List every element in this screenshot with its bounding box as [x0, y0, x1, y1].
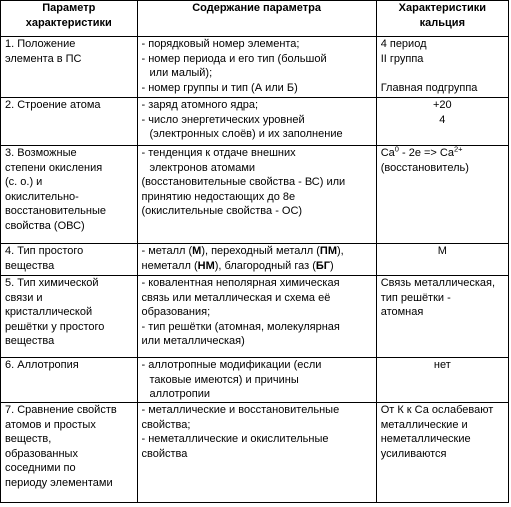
value-cell	[376, 403, 508, 503]
value-cell	[376, 98, 508, 146]
param-line: веществ,	[5, 433, 52, 445]
value-line: +20	[433, 99, 452, 111]
param-line: решётки у простого	[5, 320, 105, 333]
content-cell	[137, 276, 376, 358]
text-run: ), благородный газ (	[214, 259, 316, 272]
param-line: 1. Положение	[5, 38, 76, 50]
content-cell	[137, 358, 376, 403]
content-line: - ковалентная неполярная химическая	[141, 277, 340, 289]
value-line: атомная	[380, 306, 424, 318]
eq-middle: - 2e => Ca	[398, 147, 454, 159]
eq-left-charge: 0	[394, 144, 399, 154]
value-cell	[376, 276, 508, 358]
content-line: - тенденция к отдаче внешних	[141, 147, 296, 159]
param-cell	[1, 98, 138, 146]
content-line: - порядковый номер элемента;	[141, 38, 300, 50]
table-row	[1, 146, 509, 244]
table-row	[1, 37, 509, 98]
abbr-metal: М	[192, 245, 202, 257]
param-cell	[1, 403, 138, 503]
param-line: соседними по	[5, 462, 76, 474]
value-line: Главная подгруппа	[380, 81, 478, 94]
abbr-transition-metal: ПМ	[319, 245, 337, 257]
value-line: 4	[439, 113, 446, 126]
content-line: (окислительные свойства - ОС)	[141, 205, 303, 217]
header-calcium-line: Характеристики	[398, 2, 486, 14]
param-line: периоду элементами	[5, 476, 113, 489]
abbr-noble-gas: БГ	[315, 259, 331, 272]
content-line: (электронных слоёв) и их заполнение	[149, 128, 343, 140]
table-row	[1, 358, 509, 403]
value-line: 4 период	[380, 38, 427, 50]
value-line: Связь металлическая,	[380, 277, 496, 289]
param-line: 3. Возможные	[5, 147, 77, 159]
content-line: - аллотропные модификации (если	[141, 359, 322, 371]
param-cell	[1, 358, 138, 403]
content-line: аллотропии	[149, 388, 210, 400]
content-line: - тип решётки (атомная, молекулярная	[141, 320, 340, 333]
eq-right-charge: 2+	[453, 144, 463, 154]
value-cell	[376, 37, 508, 98]
value-line: II группа	[380, 52, 424, 65]
param-line: 5. Тип химической	[5, 277, 99, 289]
param-line: элемента в ПС	[5, 52, 82, 65]
table-row	[1, 98, 509, 146]
content-line: принятию недостающих до 8е	[141, 190, 296, 203]
param-cell	[1, 37, 138, 98]
value-line: От К к Са ослабевают	[380, 404, 494, 416]
content-line: свойства;	[141, 418, 191, 431]
value-line: М	[437, 245, 447, 257]
content-line: - число энергетических уровней	[141, 113, 305, 126]
param-cell	[1, 244, 138, 276]
header-content	[137, 1, 376, 37]
content-line	[142, 259, 372, 274]
content-line: - заряд атомного ядра;	[141, 99, 259, 111]
content-line: электронов атомами	[149, 161, 256, 174]
value-cell	[376, 358, 508, 403]
param-line: окислительно-	[5, 190, 79, 203]
param-line: 2. Строение атома	[5, 99, 101, 111]
content-cell	[137, 403, 376, 503]
content-line: свойства	[141, 447, 188, 460]
content-line: или малый);	[149, 67, 213, 79]
value-cell	[376, 244, 508, 276]
param-line: восстановительные	[5, 205, 106, 217]
content-line: образования;	[141, 306, 211, 318]
param-line: степени окисления	[5, 161, 103, 174]
param-cell	[1, 146, 138, 244]
eq-left: Ca	[380, 147, 395, 159]
param-line: кристаллической	[5, 306, 93, 318]
text-run: - металл (	[141, 245, 193, 257]
value-line: неметаллические	[380, 433, 471, 445]
value-line	[381, 66, 504, 81]
value-line: (восстановитель)	[380, 161, 469, 174]
param-line: вещества	[5, 335, 55, 347]
content-line: - номер группы и тип (А или Б)	[141, 81, 298, 94]
content-line: (восстановительные свойства - ВС) или	[141, 176, 346, 188]
content-line: - неметаллические и окислительные	[141, 433, 329, 445]
table-row	[1, 276, 509, 358]
content-cell	[137, 146, 376, 244]
param-line: вещества	[5, 259, 55, 272]
oxidation-equation	[381, 146, 504, 161]
text-run: неметалл (	[141, 259, 198, 272]
content-line	[142, 244, 372, 259]
header-calcium-line: кальция	[419, 16, 465, 29]
param-line: 4. Тип простого	[5, 245, 84, 257]
header-parameter	[1, 1, 138, 37]
header-calcium	[376, 1, 508, 37]
content-line: - номер периода и его тип (большой	[141, 52, 327, 65]
content-line: или металлическая)	[141, 335, 245, 347]
param-line: 7. Сравнение свойств	[5, 404, 117, 416]
content-cell	[137, 98, 376, 146]
text-run: ),	[337, 245, 344, 257]
header-parameter-line: характеристики	[25, 16, 112, 29]
param-line: свойства (ОВС)	[5, 219, 85, 232]
param-line: связи и	[5, 291, 43, 304]
header-content-text: Содержание параметра	[192, 2, 321, 14]
content-line: связь или металлическая и схема её	[141, 291, 331, 304]
header-parameter-line: Параметр	[42, 2, 96, 14]
table-row	[1, 244, 509, 276]
value-cell	[376, 146, 508, 244]
content-line: таковые имеются) и причины	[149, 373, 299, 386]
param-line: 6. Аллотропия	[5, 359, 79, 371]
abbr-nonmetal: НМ	[197, 259, 215, 272]
text-run: )	[330, 259, 334, 272]
value-line: металлические и	[380, 418, 468, 431]
param-line: атомов и простых	[5, 418, 96, 431]
value-line: нет	[433, 359, 451, 371]
value-line: тип решётки -	[380, 291, 451, 304]
content-cell	[137, 244, 376, 276]
content-cell	[137, 37, 376, 98]
param-line: (с. о.) и	[5, 176, 43, 188]
param-line: образованных	[5, 447, 78, 460]
text-run: ), переходный металл (	[201, 245, 320, 257]
table-row	[1, 403, 509, 503]
param-cell	[1, 276, 138, 358]
content-line: - металлические и восстановительные	[141, 404, 340, 416]
header-row	[1, 1, 509, 37]
value-line: усиливаются	[380, 447, 447, 460]
